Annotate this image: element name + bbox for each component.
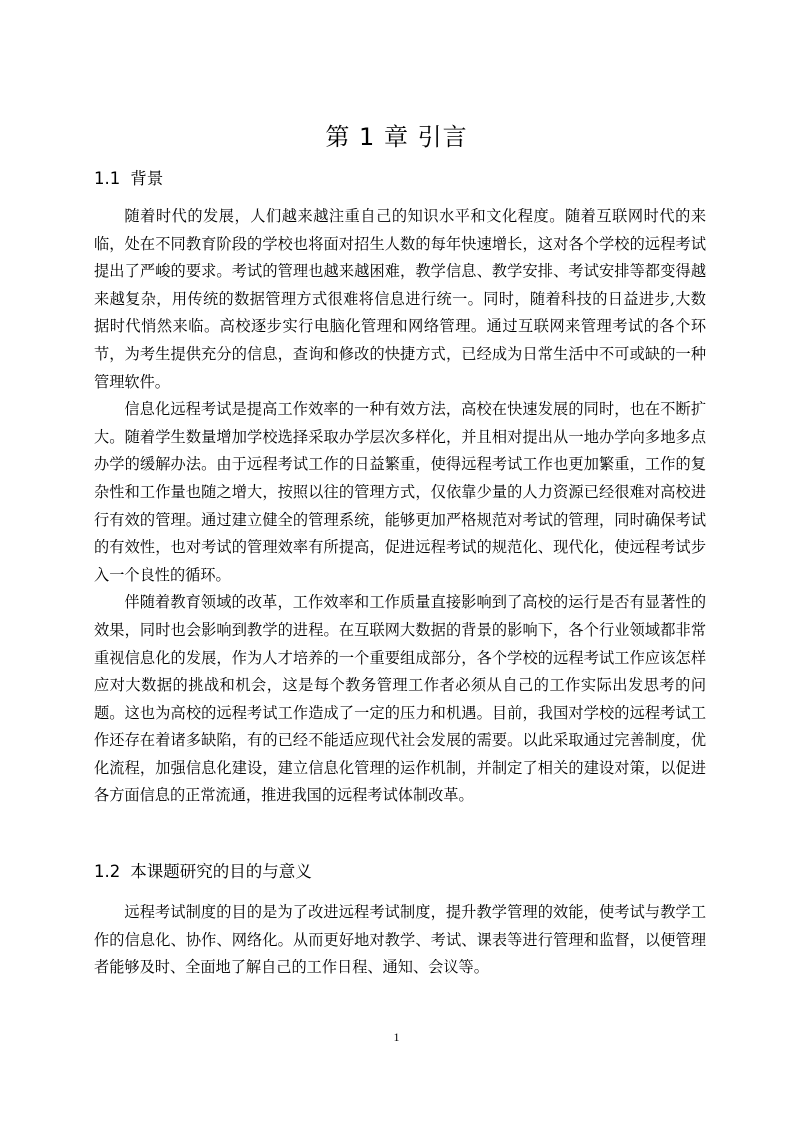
section-body-purpose [94, 899, 706, 982]
section-body-background [94, 203, 706, 810]
section-title: 背景 [130, 169, 164, 188]
section-heading-background [94, 167, 163, 191]
page-number: 1 [393, 1030, 400, 1044]
section-heading-purpose [94, 860, 312, 884]
paragraph: 信息化远程考试是提高工作效率的一种有效方法，高校在快速发展的同时，也在不断扩大。随着学生数量增加学校选择采取办学层次多样化，并且相对提出从一地办学向多地多点办学的缓解办法。由于远程考试工作的日益繁重，使得远程考试工作也更加繁重，工作的复杂性和工作量也随之增大，按照以往的管理方式，仅依靠少量的人力资源已经很难对高校进行有效的管理。通过建立健全的管理系统，能够更加严格规范对考试的管理，同时确保考试的有效性，也对考试的管理效率有所提高，促进远程考试的规范化、现代化，使远程考试步入一个良性的循环。 [94, 400, 706, 584]
section-number: 1.2 [94, 862, 121, 881]
chapter-title: 第 1 章 引言 [325, 123, 468, 151]
section-number: 1.1 [94, 169, 121, 188]
paragraph: 伴随着教育领域的改革，工作效率和工作质量直接影响到了高校的运行是否有显著性的效果，同时也会影响到教学的进程。在互联网大数据的背景的影响下，各个行业领域都非常重视信息化的发展，作为人才培养的一个重要组成部分，各个学校的远程考试工作应该怎样应对大数据的挑战和机会，这是每个教务管理工作者必须从自己的工作实际出发思考的问题。这也为高校的远程考试工作造成了一定的压力和机遇。目前，我国对学校的远程考试工作还存在着诸多缺陷，有的已经不能适应现代社会发展的需要。以此采取通过完善制度，优化流程，加强信息化建设，建立信息化管理的运作机制，并制定了相关的建设对策，以促进各方面信息的正常流通，推进我国的远程考试体制改革。 [94, 593, 706, 805]
section-title: 本课题研究的目的与意义 [130, 862, 312, 881]
paragraph: 随着时代的发展，人们越来越注重自己的知识水平和文化程度。随着互联网时代的来临，处在不同教育阶段的学校也将面对招生人数的每年快速增长，这对各个学校的远程考试提出了严峻的要求。考试的管理也越来越困难，教学信息、教学安排、考试安排等都变得越来越复杂，用传统的数据管理方式很难将信息进行统一。同时，随着科技的日益进步,大数据时代悄然来临。高校逐步实行电脑化管理和网络管理。通过互联网来管理考试的各个环节，为考生提供充分的信息，查询和修改的快捷方式，已经成为日常生活中不可或缺的一种管理软件。 [94, 207, 706, 391]
paragraph: 远程考试制度的目的是为了改进远程考试制度，提升教学管理的效能，使考试与教学工作的信息化、协作、网络化。从而更好地对教学、考试、课表等进行管理和监督，以便管理者能够及时、全面地了解自己的工作日程、通知、会议等。 [94, 903, 706, 977]
